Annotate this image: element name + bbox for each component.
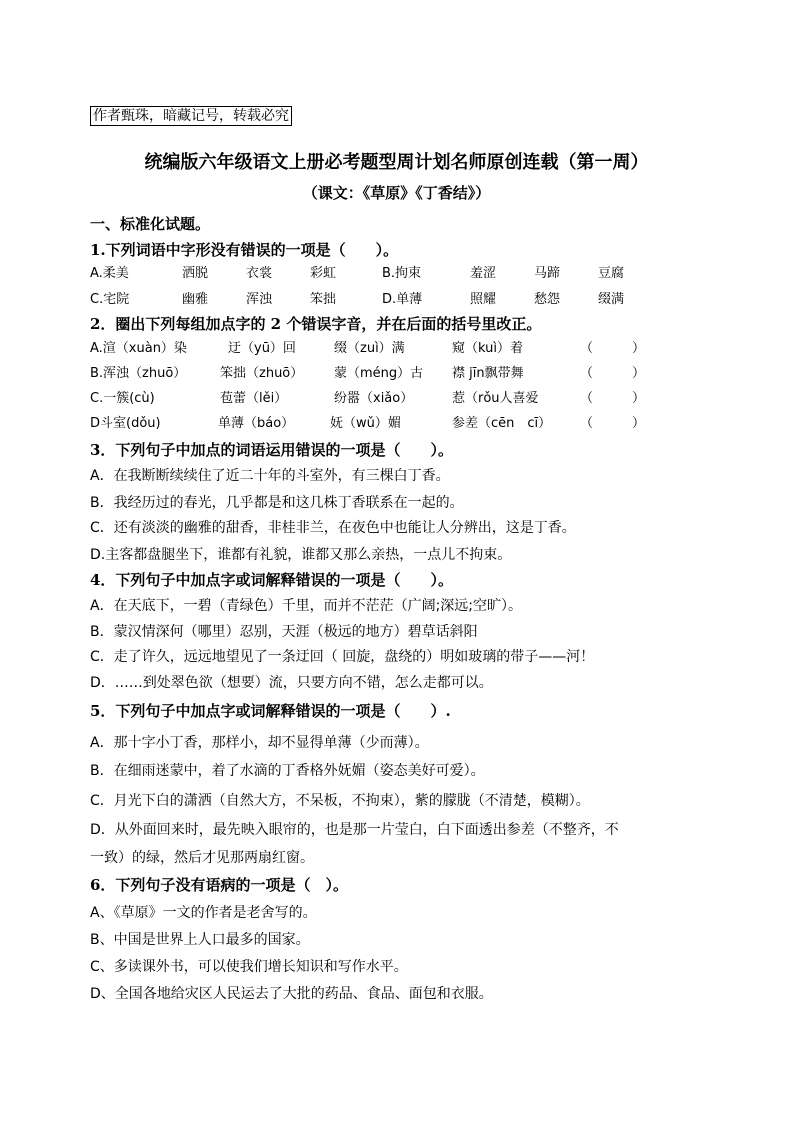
question-5-stem: 5．下列句子中加点字或词解释错误的一项是（ ）.	[90, 702, 451, 720]
pinyin-cell: B.浑浊（zhuō）	[90, 366, 187, 381]
pinyin-cell: D斗室(dǒu)	[90, 416, 161, 431]
option-cell: 照耀	[470, 292, 497, 307]
pinyin-cell: C.一簇(cù)	[90, 391, 155, 406]
question-6-option-a: A、《草原》一文的作者是老舍写的。	[90, 905, 317, 921]
question-4-option-d: D．……到处翠色欲（想要）流，只要方向不错，怎么走都可以。	[90, 675, 493, 691]
page-title: 统编版六年级语文上册必考题型周计划名师原创连载（第一周）	[144, 152, 649, 173]
pinyin-cell: 迂（yū）回	[228, 341, 296, 356]
pinyin-cell: 单薄（báo）	[218, 416, 295, 431]
option-cell: 缀满	[598, 292, 625, 307]
question-2-stem: 2．圈出下列每组加点字的 2 个错误字音，并在后面的括号里改正。	[90, 315, 542, 333]
question-5-option-d-cont: 一致）的绿，然后才见那两扇红窗。	[90, 850, 314, 866]
pinyin-cell: 惹（rǒu人喜爱	[452, 391, 539, 406]
option-cell: C.宅院	[90, 292, 130, 307]
pinyin-cell: 笨拙（zhuō）	[220, 366, 304, 381]
question-3-option-c: C．还有淡淡的幽雅的甜香，非桂非兰，在夜色中也能让人分辨出，这是丁香。	[90, 520, 576, 536]
answer-bracket: （ ）	[580, 366, 646, 381]
option-cell: 洒脱	[182, 266, 209, 281]
answer-bracket: （ ）	[580, 391, 646, 406]
question-5-option-d: D．从外面回来时，最先映入眼帘的，也是那一片莹白，白下面透出参差（不整齐，不	[90, 822, 619, 838]
answer-bracket: （ ）	[580, 416, 646, 431]
pinyin-cell: 缀（zuì）满	[334, 341, 405, 356]
question-5-option-c: C．月光下白的潇洒（自然大方，不呆板，不拘束），紫的朦胧（不清楚，模糊）。	[90, 793, 590, 809]
question-4-option-b: B．蒙汉情深何（哪里）忍别，天涯（极远的地方）碧草话斜阳	[90, 624, 478, 640]
option-cell: 豆腐	[598, 266, 625, 281]
option-cell: B.拘束	[382, 266, 422, 281]
pinyin-cell: 妩（wǔ）媚	[330, 416, 401, 431]
pinyin-cell: A.渲（xuàn）染	[90, 341, 187, 356]
pinyin-cell: 苞蕾（lěi）	[220, 391, 288, 406]
question-4-option-a: A．在天底下，一碧（青绿色）千里，而并不茫茫（广阔;深远;空旷）。	[90, 598, 523, 614]
page-subtitle: （课文：《草原》《丁香结》）	[302, 184, 491, 202]
option-cell: 笨拙	[310, 292, 337, 307]
option-cell: A.柔美	[90, 266, 129, 281]
question-4-stem: 4．下列句子中加点字或词解释错误的一项是（ ）。	[90, 571, 453, 589]
question-3-stem: 3．下列句子中加点的词语运用错误的一项是（ ）。	[90, 441, 453, 459]
question-5-option-a: A．那十字小丁香，那样小，却不显得单薄（少而薄）。	[90, 735, 429, 751]
question-3-option-b: B．我经历过的春光，几乎都是和这几株丁香联系在一起的。	[90, 495, 464, 511]
pinyin-cell: 参差（cēn cī）	[452, 416, 552, 431]
question-6-option-d: D、全国各地给灾区人民运去了大批的药品、食品、面包和衣服。	[90, 986, 493, 1002]
answer-bracket: （ ）	[580, 341, 646, 356]
section-heading: 一、标准化试题。	[90, 215, 211, 233]
question-3-option-a: A．在我断断续续住了近二十年的斗室外，有三棵白丁香。	[90, 468, 450, 484]
copyright-stamp: 作者甄珠，暗藏记号，转载必究	[90, 106, 292, 126]
option-cell: 衣裳	[246, 266, 273, 281]
question-5-option-b: B．在细雨迷蒙中，着了水滴的丁香格外妩媚（姿态美好可爱）。	[90, 763, 485, 779]
pinyin-cell: 襟 jīn飘带舞	[452, 366, 524, 381]
option-cell: 幽雅	[182, 292, 209, 307]
option-cell: 彩虹	[310, 266, 337, 281]
pinyin-cell: 窥（kuì）着	[452, 341, 523, 356]
option-cell: 愁怨	[534, 292, 561, 307]
question-4-option-c: C．走了许久，远远地望见了一条迂回（ 回旋，盘绕的）明如玻璃的带子——河！	[90, 649, 595, 665]
question-6-option-b: B、中国是世界上人口最多的国家。	[90, 932, 310, 948]
question-3-option-d: D.主客都盘腿坐下，谁都有礼貌，谁都又那么亲热，一点儿不拘束。	[90, 547, 512, 563]
question-6-stem: 6．下列句子没有语病的一项是（ ）。	[90, 876, 348, 894]
question-6-option-c: C、多读课外书，可以使我们增长知识和写作水平。	[90, 959, 408, 975]
option-cell: 浑浊	[246, 292, 273, 307]
option-cell: 羞涩	[470, 266, 497, 281]
option-cell: 马蹄	[534, 266, 561, 281]
question-1-stem: 1.下列词语中字形没有错误的一项是（ ）。	[90, 241, 399, 259]
pinyin-cell: 纷嚣（xiǎo）	[334, 391, 414, 406]
pinyin-cell: 蒙（méng）古	[334, 366, 424, 381]
option-cell: D.单薄	[382, 292, 423, 307]
